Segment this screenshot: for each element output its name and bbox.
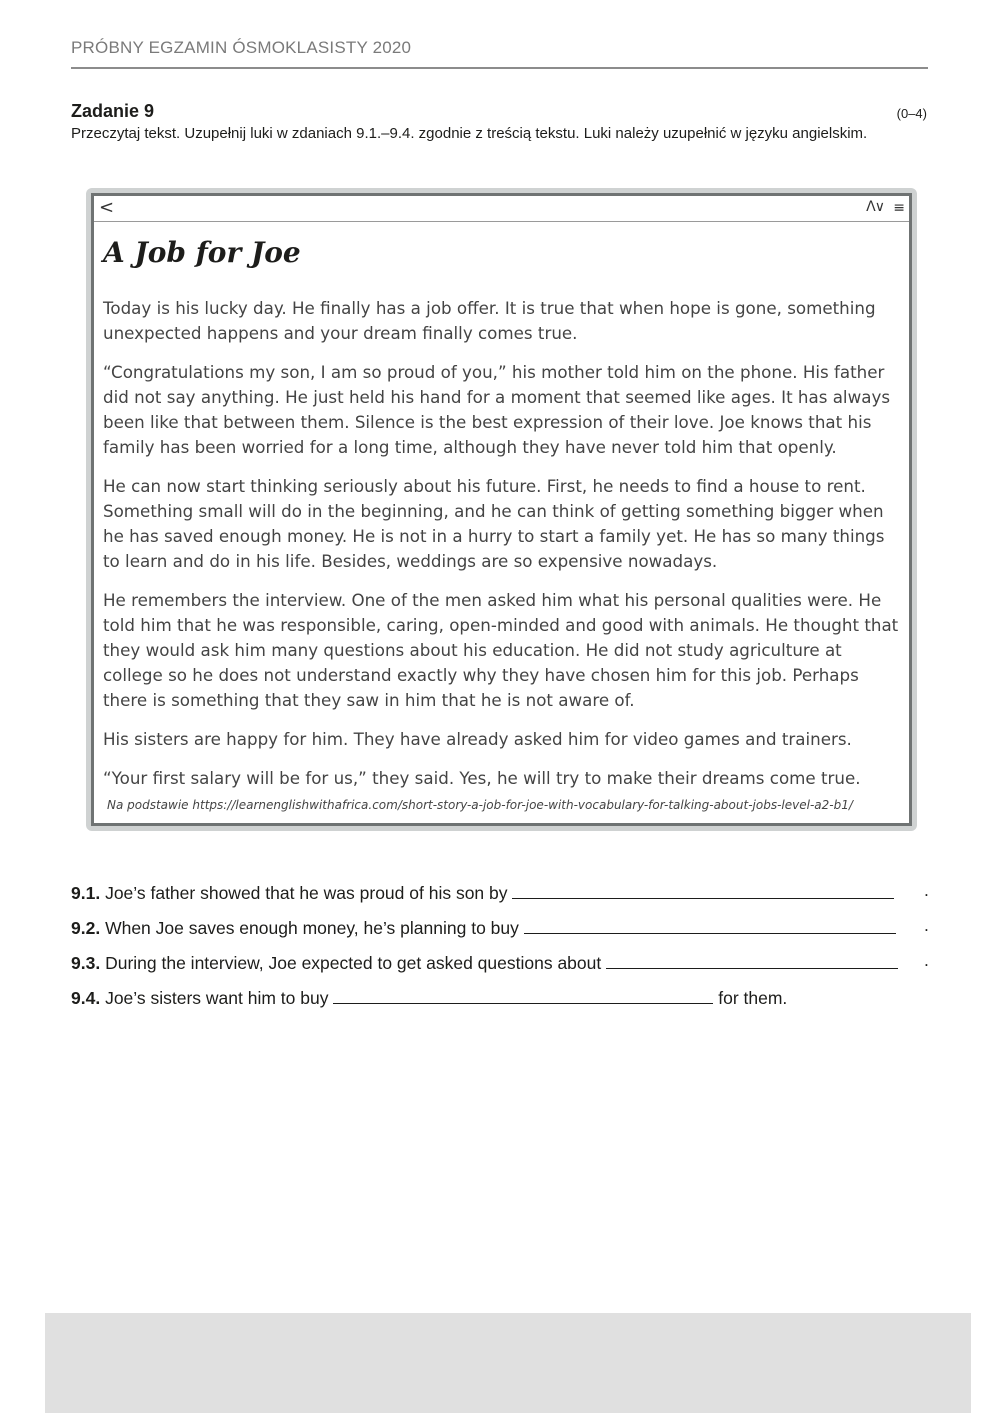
answer-blank[interactable] — [606, 950, 898, 969]
footer-area — [45, 1313, 971, 1413]
question-number: 9.2. — [71, 918, 101, 938]
question-ending: . — [924, 880, 929, 900]
question-9-3 — [71, 950, 931, 985]
question-number: 9.3. — [71, 953, 101, 973]
question-text: When Joe saves enough money, he’s planning to buy — [105, 918, 519, 938]
task-points: (0–4) — [896, 106, 927, 121]
question-text: Joe’s father showed that he was proud of his son by — [105, 883, 508, 903]
story-paragraph: “Congratulations my son, I am so proud of you,” his mother told him on the phone. His father did not say anything. He just held his hand for a moment that seemed like ages. It has always been like that between them. Silence is the best expression of their love. Joe knows that his family has been worried for a long time, although they have never told him that openly. — [103, 362, 891, 457]
story-paragraph: Today is his lucky day. He finally has a job offer. It is true that when hope is gone, something unexpected happens and your dream finally comes true. — [103, 298, 876, 343]
story-paragraph: He can now start thinking seriously about his future. First, he needs to find a house to rent. Something small will do in the beginning, and he can think of getting something bigger when he has saved enough money. He is not in a hurry to start a family yet. He has so many things to learn and do in his life. Besides, weddings are so expensive nowadays. — [103, 476, 885, 571]
question-ending: for them. — [718, 988, 788, 1008]
scroll-up-down-icon[interactable]: Λ∨ — [866, 199, 884, 215]
story-paragraph: He remembers the interview. One of the men asked him what his personal qualities were. He told him that he was responsible, caring, open-minded and good with animals. He thought that they would ask him many questions about his education. He did not study agriculture at college so he does not understand exactly why they have chosen him for this job. Perhaps there is something that they saw in him that he is not aware of. — [103, 590, 899, 710]
question-9-2 — [71, 915, 931, 950]
source-note: Na podstawie https://learnenglishwithafrica.com/short-story-a-job-for-joe-with-vocabulary-for-talking-about-jobs-level-a2-b1/ — [107, 798, 853, 812]
answer-blank[interactable] — [333, 985, 713, 1004]
header-divider — [71, 67, 928, 69]
question-text: Joe’s sisters want him to buy — [105, 988, 329, 1008]
answer-blank[interactable] — [524, 915, 896, 934]
menu-icon[interactable]: ≡ — [893, 200, 905, 216]
question-ending: . — [924, 915, 929, 935]
question-number: 9.1. — [71, 883, 101, 903]
task-title: Zadanie 9 — [71, 101, 155, 121]
reader-toolbar — [94, 196, 909, 222]
question-9-1 — [71, 880, 931, 915]
reader-frame — [86, 188, 917, 831]
question-number: 9.4. — [71, 988, 101, 1008]
task-instruction: Przeczytaj tekst. Uzupełnij luki w zdaniach 9.1.–9.4. zgodnie z treścią tekstu. Luki należy uzupełnić w języku angielskim. — [71, 125, 868, 142]
story-title: A Job for Joe — [103, 236, 301, 269]
reader-panel — [91, 193, 912, 826]
story-body — [103, 296, 901, 805]
question-9-4 — [71, 985, 931, 1020]
question-text: During the interview, Joe expected to get asked questions about — [105, 953, 602, 973]
question-ending: . — [924, 950, 929, 970]
back-icon[interactable]: < — [99, 197, 115, 218]
questions-list — [71, 880, 931, 1020]
exam-header-title: PRÓBNY EGZAMIN ÓSMOKLASISTY 2020 — [71, 38, 412, 57]
answer-blank[interactable] — [512, 880, 894, 899]
story-paragraph: “Your first salary will be for us,” they said. Yes, he will try to make their dreams come true. — [103, 768, 861, 788]
story-paragraph: His sisters are happy for him. They have already asked him for video games and trainers. — [103, 729, 852, 749]
